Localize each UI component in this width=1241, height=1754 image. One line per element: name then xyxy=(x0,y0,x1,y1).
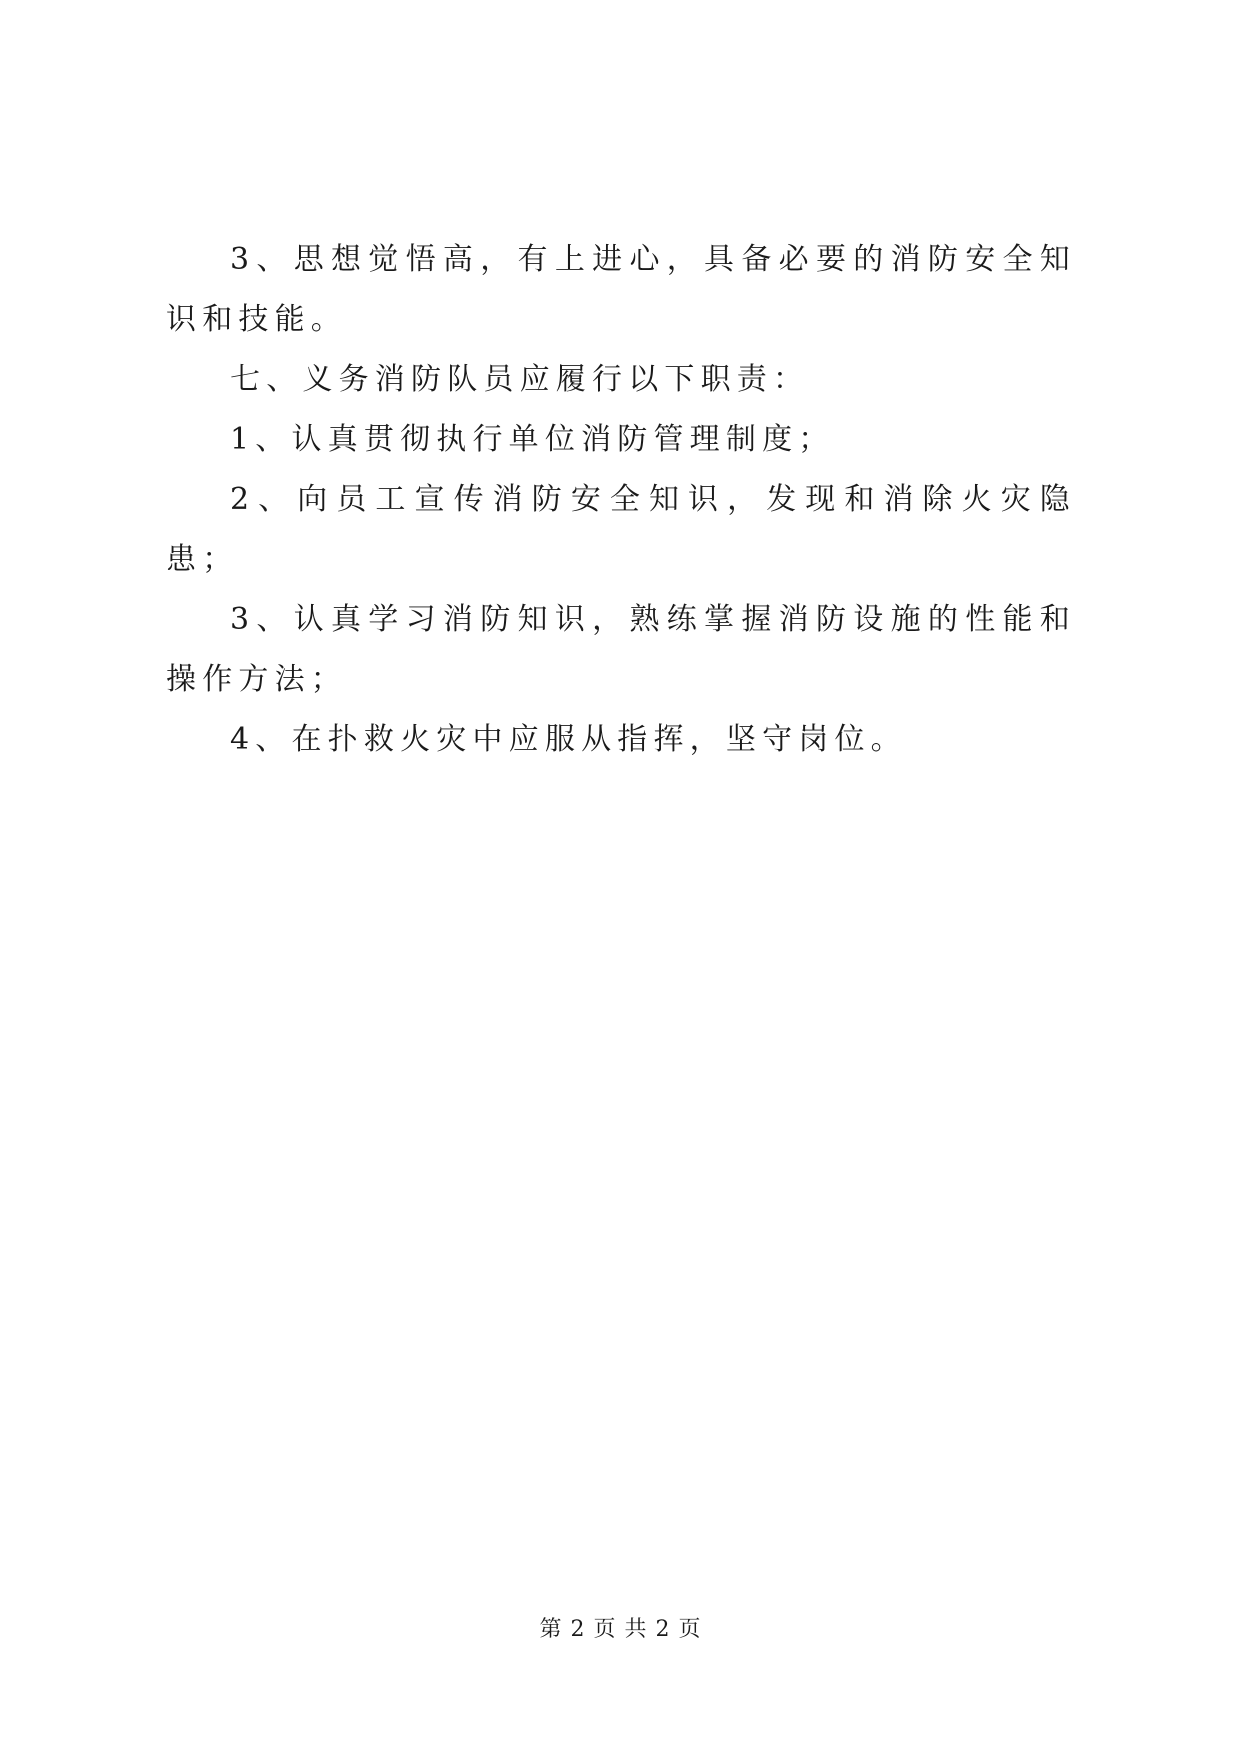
paragraph-duty-3: 3、认真学习消防知识，熟练掌握消防设施的性能和操作方法； xyxy=(166,602,1076,697)
paragraph-duty-1: 1、认真贯彻执行单位消防管理制度； xyxy=(230,422,835,457)
paragraph-duty-4: 4、在扑救火灾中应服从指挥，坚守岗位。 xyxy=(230,722,907,757)
paragraph-qualification-3: 3、思想觉悟高，有上进心，具备必要的消防安全知识和技能。 xyxy=(166,242,1076,337)
section-heading-duties: 七、义务消防队员应履行以下职责： xyxy=(230,362,810,397)
document-body xyxy=(166,230,1076,770)
paragraph-duty-2: 2、向员工宣传消防安全知识，发现和消除火灾隐患； xyxy=(166,482,1076,577)
page-number-footer: 第 2 页 共 2 页 xyxy=(539,1617,702,1642)
